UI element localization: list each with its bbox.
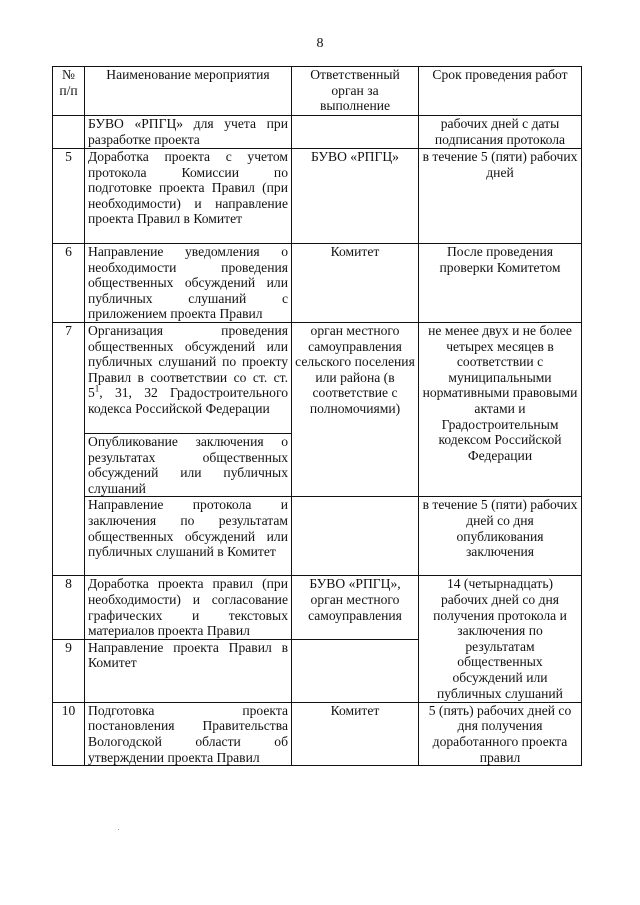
scan-speck (118, 829, 119, 830)
num-cell: 7 (53, 323, 85, 576)
deadline-cell: в течение 5 (пяти) рабочих дней (419, 149, 582, 244)
table-row (53, 116, 582, 149)
event-cell (85, 323, 292, 434)
header-num: № п/п (53, 67, 85, 116)
deadline-cell: 14 (четырнадцать) рабочих дней со дня получения протокола и заключения по результатам общественных обсуждений или публичных слушаний (419, 576, 582, 702)
table-row (53, 576, 582, 639)
resp-cell: БУВО «РПГЦ» (292, 149, 419, 244)
num-cell: 10 (53, 702, 85, 765)
num-cell: 6 (53, 244, 85, 323)
table-row (53, 244, 582, 323)
table-row (53, 323, 582, 434)
event-cell: Подготовка проекта постановления Правительства Вологодской области об утверждении проекта Правил (85, 702, 292, 765)
event-cell: Направление уведомления о необходимости проведения общественных обсуждений или публичных слушаний с приложением проекта Правил (85, 244, 292, 323)
deadline-cell: 5 (пять) рабочих дней со дня получения доработанного проекта правил (419, 702, 582, 765)
header-row (53, 67, 582, 116)
table-row (53, 149, 582, 244)
header-resp: Ответственный орган за выполнение (292, 67, 419, 116)
event-cell: Направление протокола и заключения по результатам общественных обсуждений или публичных слушаний в Комитет (85, 497, 292, 576)
deadline-cell: в течение 5 (пяти) рабочих дней со дня опубликования заключения (419, 497, 582, 576)
event-cell: БУВО «РПГЦ» для учета при разработке проекта (85, 116, 292, 149)
deadline-cell: не менее двух и не более четырех месяцев в соответствии с муниципальными нормативными правовыми актами и Градостроительным кодексом Российской Федерации (419, 323, 582, 497)
event-cell: Доработка проекта с учетом протокола Комиссии по подготовке проекта Правил (при необходимости) и направление проекта Правил в Комитет (85, 149, 292, 244)
num-cell: 9 (53, 639, 85, 702)
header-name: Наименование мероприятия (85, 67, 292, 116)
resp-cell (292, 116, 419, 149)
num-cell: 8 (53, 576, 85, 639)
page-number: 8 (316, 36, 324, 51)
event-cell: Направление проекта Правил в Комитет (85, 639, 292, 702)
event-cell: Опубликование заключения о результатах общественных обсуждений или публичных слушаний (85, 434, 292, 497)
resp-cell: Комитет (292, 702, 419, 765)
resp-cell: БУВО «РПГЦ», орган местного самоуправления (292, 576, 419, 639)
resp-cell (292, 639, 419, 702)
num-cell (53, 116, 85, 149)
event-text: Организация проведения общественных обсуждений или публичных слушаний по проекту Правил в соответствии со ст. ст. 5 (88, 323, 288, 401)
header-deadline: Срок проведения работ (419, 67, 582, 116)
event-cell: Доработка проекта правил (при необходимости) и согласование графических и текстовых материалов проекта Правил (85, 576, 292, 639)
deadline-cell: После проведения проверки Комитетом (419, 244, 582, 323)
table-row (53, 497, 582, 576)
resp-cell (292, 497, 419, 576)
num-cell: 5 (53, 149, 85, 244)
deadline-cell: рабочих дней с даты подписания протокола (419, 116, 582, 149)
event-text: , 31, 32 Градостроительного кодекса Российской Федерации (88, 385, 288, 416)
table-row (53, 702, 582, 765)
resp-cell: Комитет (292, 244, 419, 323)
plan-table (52, 66, 582, 766)
resp-cell: орган местного самоуправления сельского поселения или района (в соответствие с полномочиями) (292, 323, 419, 497)
event-superscript: 1 (94, 383, 100, 394)
